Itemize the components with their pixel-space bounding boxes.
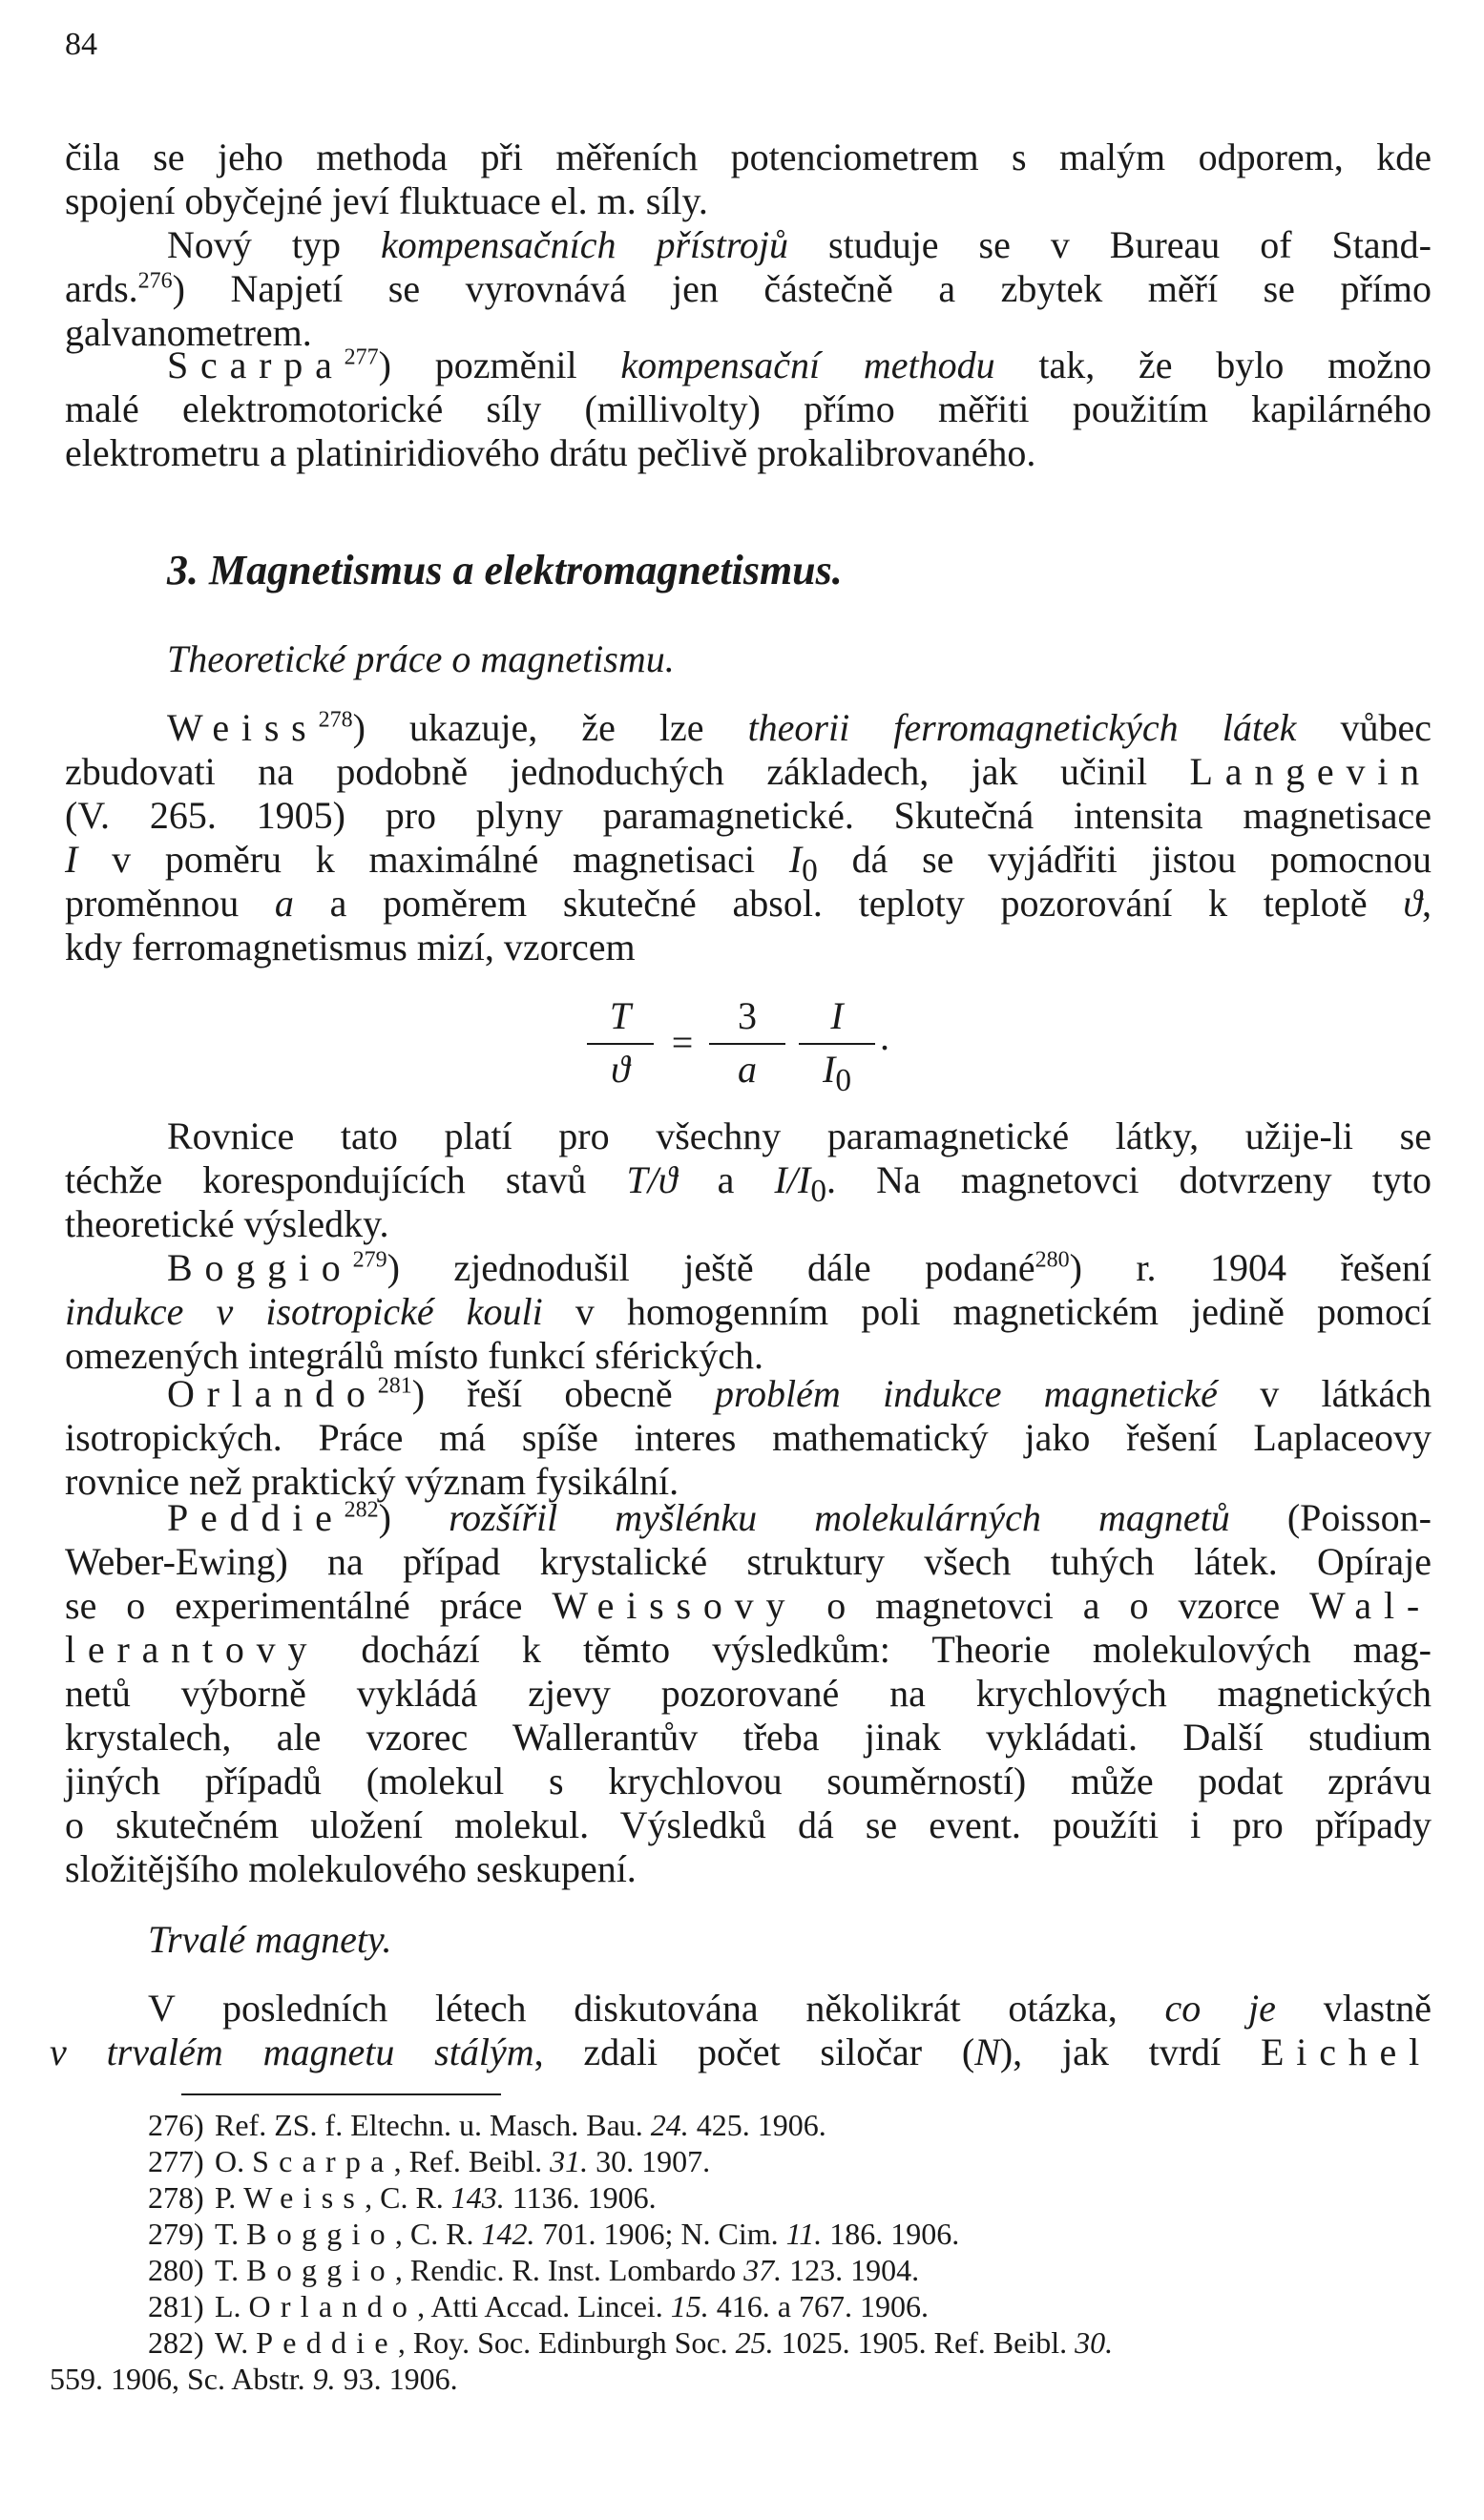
text-line: Weiss$^{278}$) ukazuje, že lze theorii ferromagnetických látek vůbec [167,706,1432,749]
author-name: Orlando [167,1372,378,1415]
text-line: isotropických. Práce má spíše interes mathematický jako řešení Laplaceovy [65,1416,1432,1459]
text-line: ards.$^{276}$) Napjetí se vyrovnává jen částečně a zbytek měří se přímo [65,267,1432,310]
formula-numerator: I [830,994,844,1037]
fraction-bar [799,1043,875,1045]
equals-sign: = [671,1021,694,1064]
author-name: Wal- [1309,1584,1432,1627]
footnote-rule [181,2093,501,2095]
text-line: I v poměru k maximálné magnetisaci $I_0$ dá se vyjádřiti jistou pomocnou [65,838,1432,888]
footnote: 276) Ref. ZS. f. Eltechn. u. Masch. Bau. 24. 425. 1906. [148,2108,826,2142]
text-line: Orlando$^{281}$) řeší obecně problém indukce magnetické v látkách [167,1372,1432,1415]
author-name: Peddie [167,1496,345,1539]
text-line: krystalech, ale vzorec Wallerantův třeba jinak vykládati. Další studium [65,1716,1432,1759]
text-line: galvanometrem. [65,311,312,354]
text-line: Weber-Ewing) na případ krystalické struktury všech tuhých látek. Opíraje [65,1540,1432,1583]
footnote-continuation: 559. 1906, Sc. Abstr. 9. 93. 1906. [50,2362,458,2396]
text-line: (V. 265. 1905) pro plyny paramagnetické. Skutečná intensita magnetisace [65,794,1432,837]
subsection-heading: Theoretické práce o magnetismu. [167,637,675,680]
text-line: theoretické výsledky. [65,1202,389,1245]
page-number: 84 [65,27,97,62]
footnote: 280) T. Boggio, Rendic. R. Inst. Lombardo 37. 123. 1904. [148,2253,920,2287]
author-name: Scarpa [167,344,345,386]
formula-period: . [880,1015,889,1058]
author-name: lerantovy [65,1628,320,1671]
text-line: malé elektromotorické síly (millivolty) přímo měřiti použitím kapilárného [65,387,1432,430]
formula-denominator: $I_0$ [823,1048,851,1098]
text-line: rovnice než praktický význam fysikální. [65,1460,679,1503]
text-line: v trvalém magnetu stálým, zdali počet siločar (N), jak tvrdí Eichel [50,2031,1432,2073]
text-line: téchže korespondujících stavů T/ϑ a $I/I_0$. Na magnetovci dotvrzeny tyto [65,1158,1432,1209]
footnote: 279) T. Boggio, C. R. 142. 701. 1906; N. Cim. 11. 186. 1906. [148,2217,960,2251]
footnote: 281) L. Orlando, Atti Accad. Lincei. 15. 416. a 767. 1906. [148,2289,929,2323]
text-line: Nový typ kompensačních přístrojů studuje se v Bureau of Stand- [167,223,1432,266]
footnote: 282) W. Peddie, Roy. Soc. Edinburgh Soc. 25. 1025. 1905. Ref. Beibl. 30. [148,2325,1114,2360]
formula [587,990,892,1098]
fraction-bar [709,1043,785,1045]
author-name: Weissovy [552,1584,798,1627]
text-line: Boggio$^{279}$) zjednodušil ještě dále podané$^{280}$) r. 1904 řešení [167,1246,1432,1289]
section-heading: 3. Magnetismus a elektromagnetismus. [167,547,843,594]
text-line: netů výborně vykládá zjevy pozorované na krychlových magnetických [65,1672,1432,1715]
author-name: Weiss [167,706,319,749]
text-line: indukce v isotropické kouli v homogenním poli magnetickém jedině pomocí [65,1290,1432,1333]
text-line: o skutečném uložení molekul. Výsledků dá se event. použíti i pro případy [65,1803,1432,1846]
text-line: omezených integrálů místo funkcí sférických. [65,1334,763,1377]
author-name: Langevin [1189,750,1432,793]
author-name: Boggio [167,1246,353,1289]
text-line: elektrometru a platiniridiového drátu pečlivě prokalibrovaného. [65,431,1036,474]
text-line: jiných případů (molekul s krychlovou souměrností) může podat zprávu [65,1760,1432,1802]
formula-denominator: ϑ [611,1048,630,1091]
text-line: složitějšího molekulového seskupení. [65,1847,637,1890]
text-line: kdy ferromagnetismus mizí, vzorcem [65,926,636,968]
formula-numerator: T [609,994,632,1037]
fraction-bar [587,1043,654,1045]
text-line: čila se jeho methoda při měřeních potenciometrem s malým odporem, kde [65,135,1432,178]
text-line: spojení obyčejné jeví fluktuace el. m. síly. [65,179,708,222]
text-line: V posledních létech diskutována několikrát otázka, co je vlastně [148,1987,1432,2030]
formula-numerator: 3 [738,994,757,1037]
text-line: proměnnou a a poměrem skutečné absol. teploty pozorování k teplotě ϑ, [65,882,1432,925]
subsection-heading: Trvalé magnety. [148,1918,392,1961]
text-line: se o experimentálné práce Weissovy o magnetovci a o vzorce Wal- [65,1584,1432,1627]
text-line: Peddie$^{282}$) rozšířil myšlénku molekulárných magnetů (Poisson- [167,1496,1432,1539]
text-line: lerantovy dochází k těmto výsledkům: Theorie molekulových mag- [65,1628,1432,1671]
footnote: 278) P. Weiss, C. R. 143. 1136. 1906. [148,2180,657,2215]
text-line: Scarpa$^{277}$) pozměnil kompensační methodu tak, že bylo možno [167,344,1432,386]
author-name: Eichel [1261,2031,1432,2073]
text-line: Rovnice tato platí pro všechny paramagnetické látky, užije-li se [167,1114,1432,1157]
formula-denominator: a [738,1048,757,1091]
text-line: zbudovati na podobně jednoduchých základech, jak učinil Langevin [65,750,1432,793]
footnote: 277) O. Scarpa, Ref. Beibl. 31. 30. 1907. [148,2144,711,2178]
